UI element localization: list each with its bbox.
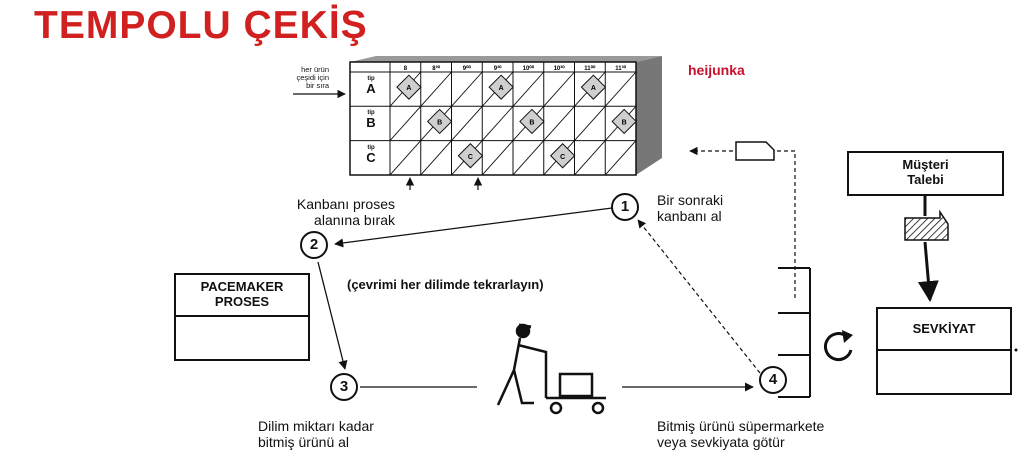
customer-line1: Müşteri xyxy=(902,157,949,172)
demand-kanban-icon xyxy=(905,212,948,240)
customer-demand-box xyxy=(847,151,1004,196)
step-2-number: 2 xyxy=(309,236,319,253)
kanban-card-icon xyxy=(736,142,774,160)
row-label-b xyxy=(356,110,386,129)
shipping-box xyxy=(876,307,1012,395)
cycle-note: (çevrimi her dilimde tekrarlayın) xyxy=(347,277,544,292)
cycle-icon xyxy=(825,330,853,360)
heijunka-box xyxy=(350,56,662,175)
heijunka-box-side xyxy=(636,56,662,175)
step-4-line1: Bitmiş ürünü süpermarkete xyxy=(657,418,825,434)
time-slot-header: 8 xyxy=(403,66,408,72)
kanban-card-letter: A xyxy=(498,85,504,93)
step-3-line1: Dilim miktarı kadar xyxy=(258,418,374,434)
step-1-number: 1 xyxy=(620,198,630,215)
step-2-line2: alanına bırak xyxy=(314,212,395,228)
row-a-tip: tip xyxy=(367,76,375,82)
step-3-text xyxy=(258,418,374,450)
kanban-card-letter: B xyxy=(621,119,627,127)
shipping-label: SEVKİYAT xyxy=(912,321,976,336)
kanban-card-letter: C xyxy=(560,153,566,161)
time-slot-header: 9⁰⁰ xyxy=(462,66,471,72)
kanban-card-letter: A xyxy=(406,85,412,93)
step-1-text xyxy=(657,192,723,224)
page-title: TEMPOLU ÇEKİŞ xyxy=(34,4,368,47)
step-3-number: 3 xyxy=(339,378,349,395)
customer-line2: Talebi xyxy=(907,172,944,187)
kanban-card-letter: A xyxy=(590,85,596,93)
row-label-c xyxy=(356,145,386,164)
time-slot-header: 8³⁰ xyxy=(432,66,440,72)
step-1-line2: kanbanı al xyxy=(657,208,722,224)
step-4-number: 4 xyxy=(768,371,778,388)
step-4-line2: veya sevkiyata götür xyxy=(657,434,785,450)
time-slot-header: 11⁰⁰ xyxy=(584,66,596,72)
pacemaker-process-box xyxy=(174,273,310,361)
row-b-letter: B xyxy=(366,115,376,130)
sequence-note: her ürün çeşidi için bir sıra xyxy=(296,65,329,90)
time-slot-header: 11³⁰ xyxy=(615,66,626,72)
step-2-line1: Kanbanı proses xyxy=(296,196,395,212)
time-slot-header: 10⁰⁰ xyxy=(522,66,535,72)
row-label-a xyxy=(356,76,386,95)
row-c-letter: C xyxy=(366,150,376,165)
time-slot-header: 9³⁰ xyxy=(493,66,502,72)
row-a-letter: A xyxy=(366,81,376,96)
step-2-text xyxy=(255,196,395,228)
step-1-line1: Bir sonraki xyxy=(657,192,724,208)
pacemaker-line1: PACEMAKER xyxy=(200,279,284,294)
worker-with-cart-icon xyxy=(498,325,606,413)
pacemaker-line2: PROSES xyxy=(214,294,270,309)
kanban-card-letter: B xyxy=(437,119,443,127)
kanban-card-letter: B xyxy=(529,119,535,127)
heijunka-box-top xyxy=(350,56,662,62)
shipping-header xyxy=(878,309,1010,351)
kanban-card-letter: C xyxy=(467,153,473,161)
time-slot-header: 10³⁰ xyxy=(553,66,565,72)
step-4-text xyxy=(657,418,824,450)
step-3-line2: bitmiş ürünü al xyxy=(258,434,350,450)
row-b-tip: tip xyxy=(367,110,375,116)
row-c-tip: tip xyxy=(367,145,375,151)
heijunka-label: heijunka xyxy=(688,62,745,78)
pacemaker-header xyxy=(176,275,308,317)
